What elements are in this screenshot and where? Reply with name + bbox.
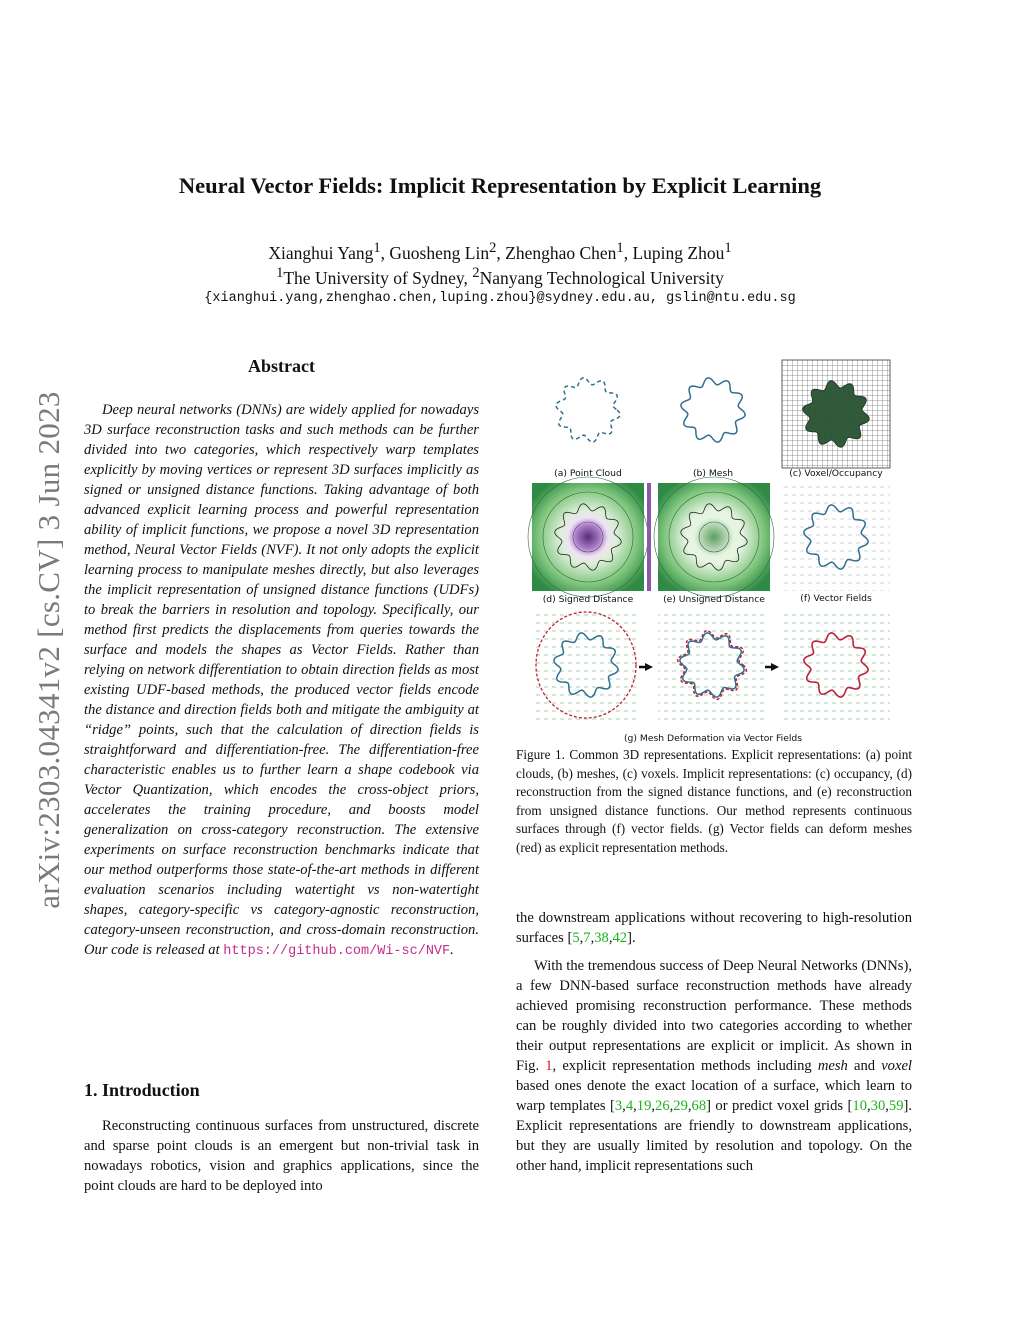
panel-unsigned-distance [654,477,774,605]
abstract-end: . [450,942,454,958]
citation-separator: , [622,1098,626,1114]
panel-mesh-deformation [532,610,890,744]
citation-separator: , [608,930,613,946]
panel-vector-fields [782,483,890,604]
figure-caption: Figure 1. Common 3D representations. Explicit representations: (a) point clouds, (b) meshes, (c) voxels. Implicit representations: (c) occupancy, (d) reconstruction from the signed distance functions, and (e) reconstruction from unsigned distance functions. Our method represents continuous surfaces through (f) vector fields. (g) Vector fields can deform meshes (red) as explicit representation methods. [516,747,912,855]
right-paragraph-1 [516,908,912,948]
figure-reference[interactable]: 1 [545,1058,553,1074]
citation-link[interactable]: 59 [888,1098,904,1114]
p2-text-a: With the tremendous success of Deep Neural Networks (DNNs), a few DNN-based surface reconstruction methods have already achieved promising reconstruction performance. These methods can be roughly divided into two categories according to whether their output representations are explicit or implicit. As shown in Fig. [516,958,912,1074]
right-paragraph-2 [516,956,912,1176]
citation-link[interactable]: 10 [852,1098,867,1114]
p2-and: and [847,1058,882,1074]
arxiv-id: arXiv:2303.04341v2 [cs.CV] 3 Jun 2023 [31,391,66,909]
citation-separator: , [687,1098,692,1114]
citation-separator: , [633,1098,637,1114]
term-voxel: voxel [881,1058,912,1074]
paper-title: Neural Vector Fields: Implicit Representation by Explicit Learning [178,173,822,198]
citation-separator: , [885,1098,889,1114]
citation-link[interactable]: 19 [636,1098,652,1114]
p1-citations [572,930,627,946]
citation-link[interactable]: 7 [583,930,591,946]
p1-text: the downstream applications without recovering to high-resolution surfaces [ [516,910,912,946]
mesh-outline [681,378,745,442]
p2-text-e: ]. Explicit representations are friendly to downstream applications, but they are usually limited by resolution and topology. On the other hand, implicit representations such [516,1098,912,1174]
p2-citations-2 [852,1098,903,1114]
point-cloud-outline [556,378,620,442]
label-point-cloud: (a) Point Cloud [554,468,622,479]
citation-link[interactable]: 30 [870,1098,886,1114]
citation-separator: , [866,1098,871,1114]
p2-text-c: based ones denote the exact location of a surface, which learn to warp templates [ [516,1078,912,1114]
label-vector-fields: (f) Vector Fields [800,593,872,604]
citation-link[interactable]: 38 [594,930,609,946]
intro-paragraph: Reconstructing continuous surfaces from unstructured, discrete and sparse point clouds is an emergent but non-trivial task in nowadays robotics, vision and graphics applications, since the point clouds are hard to be deployed into [84,1118,479,1194]
citation-separator: , [590,930,595,946]
citation-link[interactable]: 26 [655,1098,670,1114]
arxiv-stamp [24,370,74,930]
term-mesh: mesh [817,1058,848,1074]
label-mesh-deformation: (g) Mesh Deformation via Vector Fields [623,733,803,744]
affiliations: $^1$The University of Sydney, $^2$Nanyang Technological University [276,265,724,288]
panel-signed-distance [528,477,651,605]
p2-text-d: ] or predict voxel grids [ [706,1098,853,1114]
citation-link[interactable]: 29 [673,1098,688,1114]
author-list: Xianghui Yang$^1$, Guosheng Lin$^2$, Zhenghao Chen$^1$, Luping Zhou$^1$ [268,240,732,263]
p2-text-b: , explicit representation methods including [552,1058,818,1074]
label-unsigned-distance: (e) Unsigned Distance [663,594,765,605]
code-link[interactable]: https://github.com/Wi-sc/NVF [223,944,451,959]
panel-voxel [782,360,890,479]
figure-1 [527,355,899,745]
citation-link[interactable]: 68 [691,1098,707,1114]
panel-point-cloud [554,378,622,479]
label-voxel: (c) Voxel/Occupancy [789,468,883,479]
label-signed-distance: (d) Signed Distance [542,594,634,605]
abstract-body [84,400,479,962]
citation-link[interactable]: 4 [625,1098,634,1114]
citation-link[interactable]: 5 [572,930,580,946]
abstract-heading: Abstract [248,356,315,376]
citation-separator: , [669,1098,674,1114]
label-mesh: (b) Mesh [692,468,734,479]
abstract-text: Deep neural networks (DNNs) are widely applied for nowadays 3D surface reconstruction tasks and such methods can be further divided into two categories, which respectively warp templates explicitly by moving vertices or represent 3D surfaces implicitly as signed or unsigned distance functions. Taking advantage of both advanced explicit learning process and powerful representation ability of implicit functions, we propose a novel 3D representation method, Neural Vector Fields (NVF). It not only adopts the explicit learning process to manipulate meshes directly, but also leverages the implicit representation of unsigned distance functions (UDFs) to break the barriers in resolution and topology. Specifically, our method first predicts the displacements from queries towards the surface and models the shapes as Vector Fields. Rather than relying on network differentiation to obtain direction fields as most existing UDF-based methods, the produced vector fields encode the distance and direction fields both and mitigate the ambiguity at “ridge” points, such that the calculation of direction fields is straightforward and differentiation-free. The differentiation-free characteristic enables us to further learn a shape codebook via Vector Quantization, which encodes the cross-object priors, accelerates the training procedure, and boosts model generalization on cross-category reconstruction. The extensive experiments on surface reconstruction benchmarks indicate that our method outperforms those state-of-the-art methods in different evaluation scenarios including watertight vs non-watertight shapes, category-specific vs category-agnostic reconstruction, category-unseen reconstruction, and cross-domain reconstruction. Our code is released at [84,402,479,958]
p2-citations-1 [615,1098,706,1114]
author-emails: {xianghui.yang,zhenghao.chen,luping.zhou}@sydney.edu.au, gslin@ntu.edu.sg [204,291,796,306]
panel-mesh [681,378,745,479]
citation-link[interactable]: 42 [612,930,628,946]
p1-end: ]. [627,930,636,946]
citation-separator: , [651,1098,656,1114]
citation-separator: , [579,930,584,946]
citation-link[interactable]: 3 [614,1098,623,1114]
section-heading-introduction: 1. Introduction [84,1080,200,1100]
